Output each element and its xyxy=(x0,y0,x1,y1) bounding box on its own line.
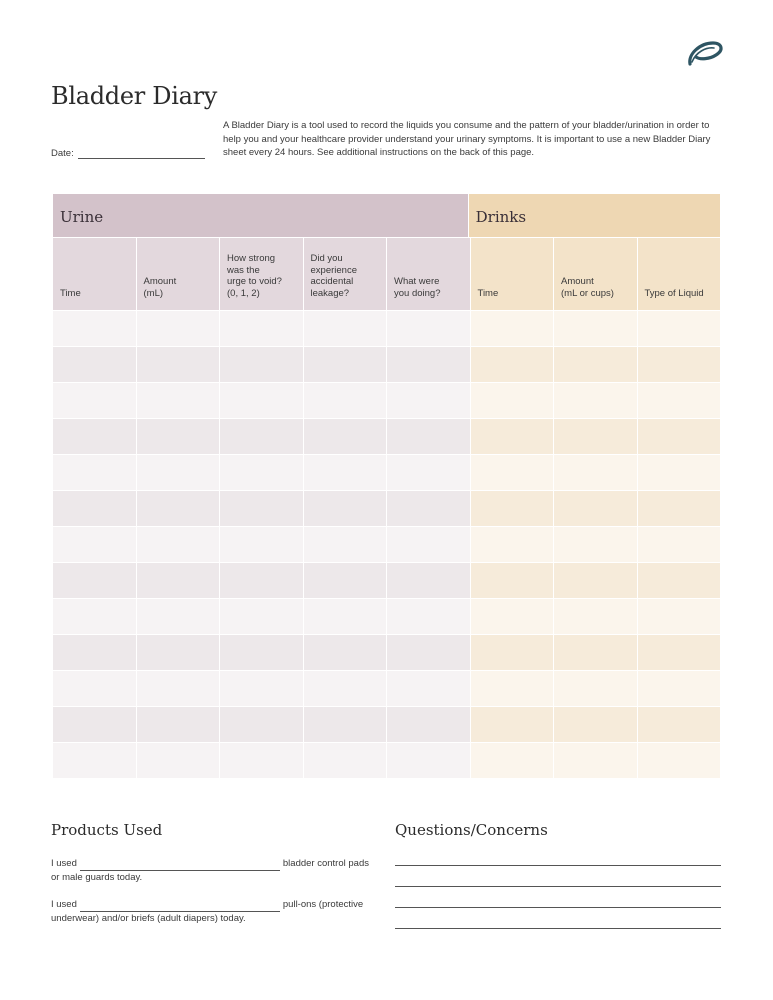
products-item-suffix: bladder control pads xyxy=(282,858,369,869)
urine-entry-cell[interactable] xyxy=(304,491,387,526)
drinks-entry-cell[interactable] xyxy=(638,563,721,598)
urine-col-header-amount-ml: Amount (mL) xyxy=(137,238,220,310)
urine-entry-cell[interactable] xyxy=(304,563,387,598)
drinks-entry-cell[interactable] xyxy=(554,419,637,454)
urine-section-label: Urine xyxy=(53,194,468,237)
urine-entry-cell[interactable] xyxy=(387,635,470,670)
urine-entry-cell[interactable] xyxy=(220,671,303,706)
drinks-entry-cell[interactable] xyxy=(554,311,637,346)
table-row xyxy=(53,707,720,742)
urine-entry-cell[interactable] xyxy=(137,743,220,778)
urine-entry-cell[interactable] xyxy=(137,671,220,706)
urine-entry-cell[interactable] xyxy=(304,347,387,382)
products-used-title: Products Used xyxy=(51,821,163,839)
urine-entry-cell[interactable] xyxy=(137,491,220,526)
table-row xyxy=(53,491,720,526)
urine-entry-cell[interactable] xyxy=(137,527,220,562)
urine-entry-cell[interactable] xyxy=(53,311,136,346)
products-item-line2: or male guards today. xyxy=(51,872,143,883)
urine-entry-cell[interactable] xyxy=(387,707,470,742)
drinks-col-header-amount-ml-or-cups: Amount (mL or cups) xyxy=(554,238,637,310)
urine-entry-cell[interactable] xyxy=(220,743,303,778)
urine-entry-cell[interactable] xyxy=(53,671,136,706)
drinks-entry-cell[interactable] xyxy=(554,383,637,418)
drinks-entry-cell[interactable] xyxy=(554,563,637,598)
drinks-entry-cell[interactable] xyxy=(471,491,554,526)
urine-entry-cell[interactable] xyxy=(387,599,470,634)
drinks-entry-cell[interactable] xyxy=(471,599,554,634)
products-item-line2: underwear) and/or briefs (adult diapers) today. xyxy=(51,913,246,924)
drinks-entry-cell[interactable] xyxy=(471,671,554,706)
urine-col-header-time: Time xyxy=(53,238,136,310)
urine-entry-cell[interactable] xyxy=(53,635,136,670)
urine-col-header-what-were-you-doing: What were you doing? xyxy=(387,238,470,310)
urine-entry-cell[interactable] xyxy=(304,455,387,490)
products-item-suffix: pull-ons (protective xyxy=(282,899,364,910)
urine-entry-cell[interactable] xyxy=(387,455,470,490)
urine-col-header-did-you-experience-accidental-: Did you experience accidental leakage? xyxy=(304,238,387,310)
table-row xyxy=(53,311,720,346)
products-item-prefix: I used xyxy=(51,899,77,910)
drinks-col-header-type-of-liquid: Type of Liquid xyxy=(638,238,721,310)
date-label: Date: xyxy=(51,148,74,159)
pads-count-line[interactable] xyxy=(80,860,280,871)
urine-entry-cell[interactable] xyxy=(220,563,303,598)
drinks-entry-cell[interactable] xyxy=(554,455,637,490)
drinks-entry-cell[interactable] xyxy=(471,383,554,418)
urine-entry-cell[interactable] xyxy=(387,347,470,382)
urine-entry-cell[interactable] xyxy=(137,455,220,490)
urine-entry-cell[interactable] xyxy=(304,527,387,562)
urine-entry-cell[interactable] xyxy=(220,707,303,742)
urine-entry-cell[interactable] xyxy=(137,599,220,634)
drinks-entry-cell[interactable] xyxy=(638,635,721,670)
drinks-entry-cell[interactable] xyxy=(471,743,554,778)
questions-line[interactable] xyxy=(395,865,721,866)
drinks-entry-cell[interactable] xyxy=(554,347,637,382)
urine-entry-cell[interactable] xyxy=(387,743,470,778)
page-title: Bladder Diary xyxy=(51,82,218,110)
urine-entry-cell[interactable] xyxy=(53,419,136,454)
urine-entry-cell[interactable] xyxy=(304,743,387,778)
urine-entry-cell[interactable] xyxy=(220,311,303,346)
urine-entry-cell[interactable] xyxy=(220,527,303,562)
urine-entry-cell[interactable] xyxy=(220,491,303,526)
drinks-entry-cell[interactable] xyxy=(638,311,721,346)
drinks-entry-cell[interactable] xyxy=(638,491,721,526)
urine-entry-cell[interactable] xyxy=(53,743,136,778)
urine-entry-cell[interactable] xyxy=(304,599,387,634)
urine-entry-cell[interactable] xyxy=(220,419,303,454)
pullons-count-line[interactable] xyxy=(80,901,280,912)
urine-entry-cell[interactable] xyxy=(220,635,303,670)
drinks-section-label: Drinks xyxy=(469,194,720,237)
urine-entry-cell[interactable] xyxy=(137,563,220,598)
urine-entry-cell[interactable] xyxy=(304,311,387,346)
urine-entry-cell[interactable] xyxy=(53,455,136,490)
urine-entry-cell[interactable] xyxy=(387,311,470,346)
drinks-entry-cell[interactable] xyxy=(638,455,721,490)
drinks-entry-cell[interactable] xyxy=(638,347,721,382)
table-body xyxy=(53,311,720,778)
urine-entry-cell[interactable] xyxy=(137,635,220,670)
drinks-entry-cell[interactable] xyxy=(471,311,554,346)
drinks-entry-cell[interactable] xyxy=(554,635,637,670)
questions-line[interactable] xyxy=(395,886,721,887)
urine-entry-cell[interactable] xyxy=(53,383,136,418)
questions-line[interactable] xyxy=(395,928,721,929)
products-item-pullons xyxy=(51,898,381,926)
drinks-entry-cell[interactable] xyxy=(638,671,721,706)
date-input-line[interactable] xyxy=(78,148,205,159)
urine-entry-cell[interactable] xyxy=(137,311,220,346)
table-row xyxy=(53,671,720,706)
drinks-entry-cell[interactable] xyxy=(638,707,721,742)
urine-entry-cell[interactable] xyxy=(220,347,303,382)
urine-entry-cell[interactable] xyxy=(387,383,470,418)
urine-entry-cell[interactable] xyxy=(53,347,136,382)
urine-entry-cell[interactable] xyxy=(220,599,303,634)
urine-entry-cell[interactable] xyxy=(137,383,220,418)
products-item-pads xyxy=(51,857,381,885)
urine-entry-cell[interactable] xyxy=(53,707,136,742)
table-row xyxy=(53,563,720,598)
questions-line[interactable] xyxy=(395,907,721,908)
urine-entry-cell[interactable] xyxy=(387,419,470,454)
drinks-entry-cell[interactable] xyxy=(638,419,721,454)
urine-entry-cell[interactable] xyxy=(137,707,220,742)
urine-col-header-how-strong-was-the-urge-to-voi: How strong was the urge to void? (0, 1, 2) xyxy=(220,238,303,310)
table-row xyxy=(53,419,720,454)
drinks-entry-cell[interactable] xyxy=(638,527,721,562)
drinks-entry-cell[interactable] xyxy=(471,347,554,382)
table-row xyxy=(53,599,720,634)
urine-entry-cell[interactable] xyxy=(220,383,303,418)
urine-entry-cell[interactable] xyxy=(387,527,470,562)
drinks-entry-cell[interactable] xyxy=(554,599,637,634)
drinks-entry-cell[interactable] xyxy=(554,527,637,562)
urine-entry-cell[interactable] xyxy=(387,491,470,526)
urine-entry-cell[interactable] xyxy=(137,419,220,454)
urine-entry-cell[interactable] xyxy=(304,635,387,670)
urine-entry-cell[interactable] xyxy=(53,491,136,526)
urine-entry-cell[interactable] xyxy=(387,563,470,598)
drinks-entry-cell[interactable] xyxy=(471,635,554,670)
intro-text: A Bladder Diary is a tool used to record the liquids you consume and the pattern of your bladder/urination in order to help you and your healthcare provider understand your urinary symptoms. It is important to use a new Bladder Diary sheet every 24 hours. See additional instructions on the back of this page. xyxy=(223,120,711,158)
drinks-entry-cell[interactable] xyxy=(471,527,554,562)
table-header-row xyxy=(53,238,720,310)
drinks-entry-cell[interactable] xyxy=(638,743,721,778)
drinks-entry-cell[interactable] xyxy=(554,707,637,742)
drinks-entry-cell[interactable] xyxy=(471,563,554,598)
urine-entry-cell[interactable] xyxy=(137,347,220,382)
swoosh-logo-icon xyxy=(686,40,724,66)
urine-entry-cell[interactable] xyxy=(304,419,387,454)
drinks-entry-cell[interactable] xyxy=(471,455,554,490)
products-item-prefix: I used xyxy=(51,858,77,869)
drinks-entry-cell[interactable] xyxy=(471,707,554,742)
urine-entry-cell[interactable] xyxy=(304,671,387,706)
drinks-col-header-time: Time xyxy=(471,238,554,310)
drinks-entry-cell[interactable] xyxy=(471,419,554,454)
urine-entry-cell[interactable] xyxy=(387,671,470,706)
drinks-entry-cell[interactable] xyxy=(554,743,637,778)
urine-entry-cell[interactable] xyxy=(53,563,136,598)
urine-entry-cell[interactable] xyxy=(220,455,303,490)
drinks-entry-cell[interactable] xyxy=(638,383,721,418)
table-row xyxy=(53,347,720,382)
questions-concerns-title: Questions/Concerns xyxy=(395,821,548,839)
table-row xyxy=(53,635,720,670)
drinks-entry-cell[interactable] xyxy=(554,491,637,526)
table-row xyxy=(53,455,720,490)
urine-entry-cell[interactable] xyxy=(53,599,136,634)
urine-entry-cell[interactable] xyxy=(304,383,387,418)
drinks-entry-cell[interactable] xyxy=(638,599,721,634)
urine-entry-cell[interactable] xyxy=(304,707,387,742)
table-row xyxy=(53,743,720,778)
drinks-entry-cell[interactable] xyxy=(554,671,637,706)
table-row xyxy=(53,527,720,562)
date-field xyxy=(51,148,205,159)
table-section-band xyxy=(53,194,720,237)
diary-table xyxy=(53,194,720,778)
urine-entry-cell[interactable] xyxy=(53,527,136,562)
table-row xyxy=(53,383,720,418)
